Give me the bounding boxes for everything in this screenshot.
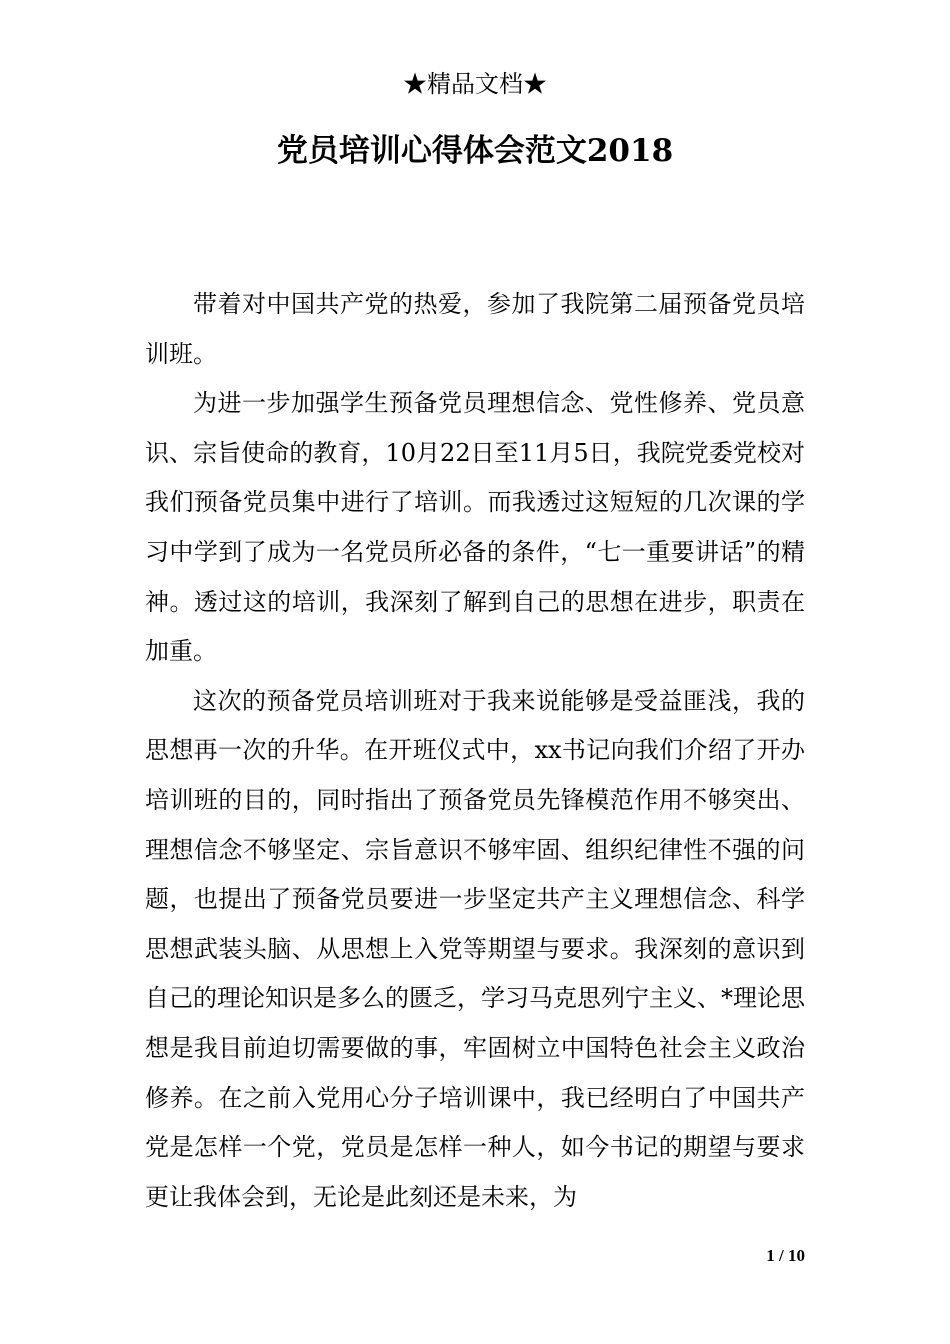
document-title: 党员培训心得体会范文2018 — [276, 133, 674, 169]
paragraph-3: 这次的预备党员培训班对于我来说能够是受益匪浅，我的思想再一次的升华。在开班仪式中，xx书记向我们介绍了开办培训班的目的，同时指出了预备党员先锋模范作用不够突出、理想信念不够坚定、宗旨意识不够牢固、组织纪律性不强的问题，也提出了预备党员要进一步坚定共产主义理想信念、科学思想武装头脑、从思想上入党等期望与要求。我深刻的意识到自己的理论知识是多么的匮乏，学习马克思列宁主义、*理论思想是我目前迫切需要做的事，牢固树立中国特色社会主义政治修养。在之前入党用心分子培训课中，我已经明白了中国共产党是怎样一个党，党员是怎样一种人，如今书记的期望与要求更让我体会到，无论是此刻还是未来，为 — [145, 686, 805, 1211]
document-body — [145, 280, 805, 1222]
document-header: ★精品文档★ — [403, 70, 547, 98]
paragraph-1: 带着对中国共产党的热爱，参加了我院第二届预备党员培训班。 — [145, 290, 805, 368]
paragraph-2: 为进一步加强学生预备党员理想信念、党性修养、党员意识、宗旨使命的教育，10月22日至11月5日，我院党委党校对我们预备党员集中进行了培训。而我透过这短短的几次课的学习中学到了成为一名党员所必备的条件，“七一重要讲话”的精神。透过这的培训，我深刻了解到自己的思想在进步，职责在加重。 — [145, 389, 805, 666]
page-number: 1 / 10 — [766, 1246, 805, 1265]
